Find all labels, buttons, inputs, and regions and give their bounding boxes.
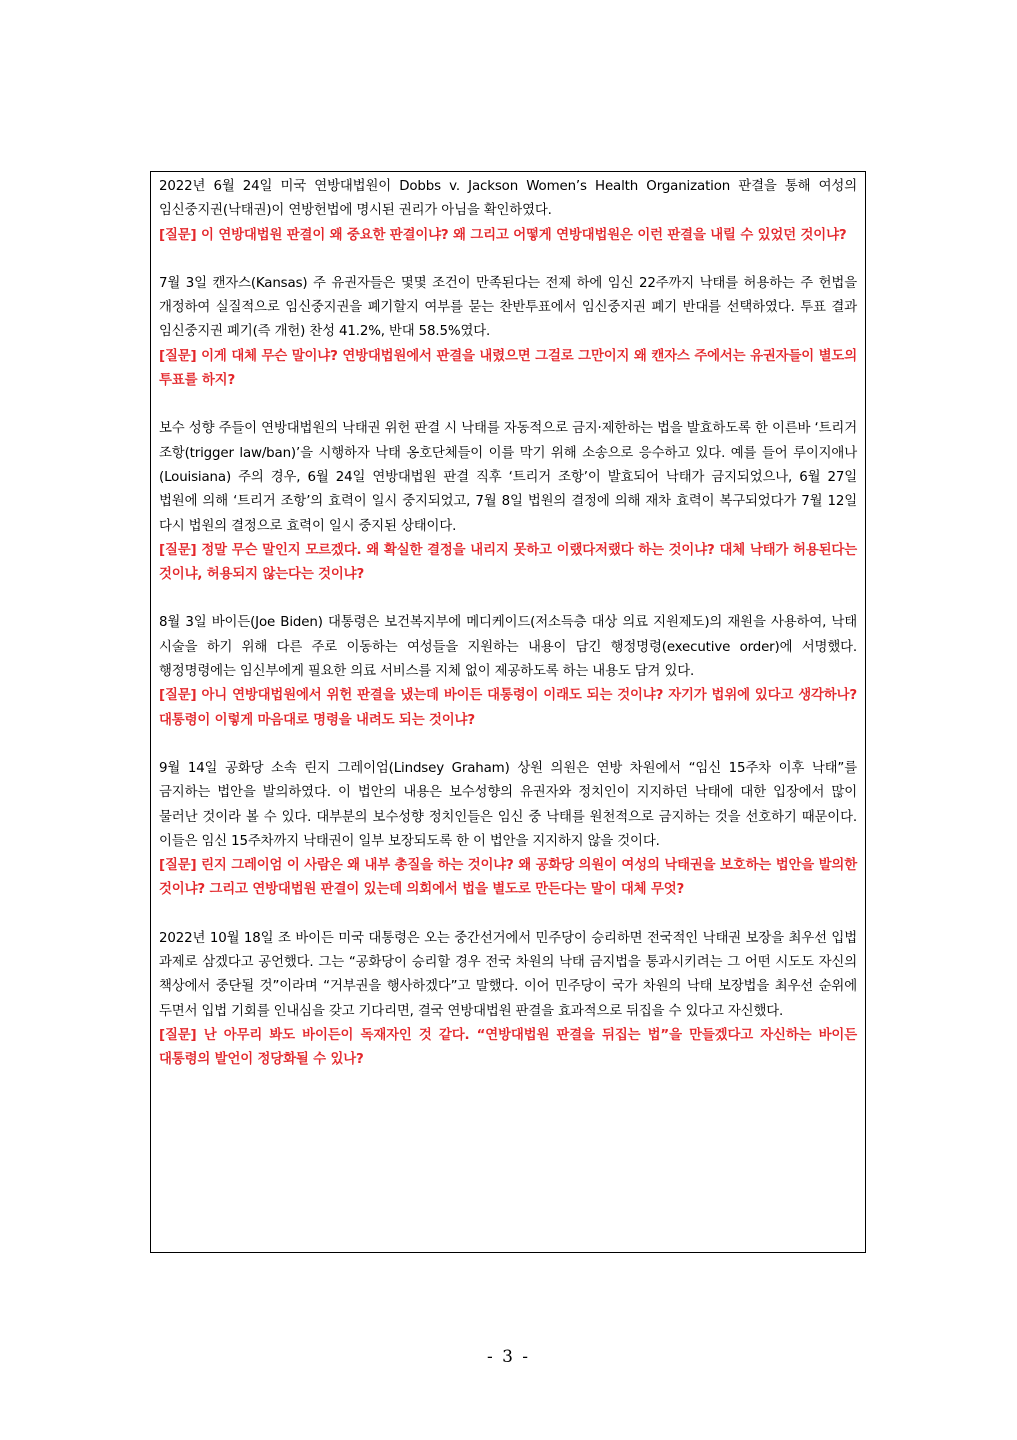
section-biden-pledge bbox=[159, 927, 857, 1073]
paragraph-executive-order: 8월 3일 바이든(Joe Biden) 대통령은 보건복지부에 메디케이드(저소득층 대상 의료 지원제도)의 재원을 사용하여, 낙태 시술을 하기 위해 다른 주로 이동하는 여성들을 지원하는 내용이 담긴 행정명령(executive order)에 서명했다. 행정명령에는 임신부에게 필요한 의료 서비스를 지체 없이 제공하도록 하는 내용도 담겨 있다. bbox=[159, 615, 857, 680]
question-biden-pledge: [질문] 난 아무리 봐도 바이든이 독재자인 것 같다. “연방대법원 판결을 뒤집는 법”을 만들겠다고 자신하는 바이든 대통령의 발언이 정당화될 수 있나? bbox=[159, 1027, 857, 1068]
question-graham-bill: [질문] 린지 그레이엄 이 사람은 왜 내부 총질을 하는 것이냐? 왜 공화당 의원이 여성의 낙태권을 보호하는 법안을 발의한 것이냐? 그리고 연방대법원 판결이 있는데 의회에서 법을 별도로 만든다는 말이 대체 무엇? bbox=[159, 858, 857, 898]
question-kansas-vote: [질문] 이게 대체 무슨 말이냐? 연방대법원에서 판결을 내렸으면 그걸로 그만이지 왜 캔자스 주에서는 유권자들이 별도의 투표를 하지? bbox=[159, 348, 857, 389]
paragraph-kansas-vote: 7월 3일 캔자스(Kansas) 주 유권자들은 몇몇 조건이 만족된다는 전제 하에 임신 22주까지 낙태를 허용하는 주 헌법을 개정하여 실질적으로 임신중지권을 폐기할지 여부를 묻는 찬반투표에서 임신중지권 폐기 반대를 선택하였다. 투표 결과 임신중지권 폐기(즉 개헌) 찬성 41.2%, 반대 58.5%였다. bbox=[159, 275, 857, 340]
section-graham-bill bbox=[159, 757, 857, 903]
section-dobbs-ruling bbox=[159, 175, 857, 248]
paragraph-dobbs-ruling: 2022년 6월 24일 미국 연방대법원이 Dobbs v. Jackson Women’s Health Organization 판결을 통해 여성의 임신중지권(낙태권)이 연방헌법에 명시된 권리가 아님을 확인하였다. bbox=[159, 179, 857, 219]
question-trigger-laws: [질문] 정말 무슨 말인지 모르겠다. 왜 확실한 결정을 내리지 못하고 이랬다저랬다 하는 것이냐? 대체 낙태가 허용된다는 것이냐, 허용되지 않는다는 것이냐? bbox=[159, 542, 857, 583]
question-executive-order: [질문] 아니 연방대법원에서 위헌 판결을 냈는데 바이든 대통령이 이래도 되는 것이냐? 자기가 법위에 있다고 생각하나? 대통령이 이렇게 마음대로 명령을 내려도 되는 것이냐? bbox=[159, 688, 857, 728]
question-dobbs-ruling: [질문] 이 연방대법원 판결이 왜 중요한 판결이냐? 왜 그리고 어떻게 연방대법원은 이런 판결을 내릴 수 있었던 것이냐? bbox=[159, 227, 847, 243]
paragraph-graham-bill: 9월 14일 공화당 소속 린지 그레이엄(Lindsey Graham) 상원 의원은 연방 차원에서 “임신 15주차 이후 낙태”를 금지하는 법안을 발의하였다. 이 법안의 내용은 보수성향의 유권자와 정치인이 지지하던 낙태에 대한 입장에서 많이 물러난 것이라 볼 수 있다. 대부분의 보수성향 정치인들은 임신 중 낙태를 원천적으로 금지하는 것을 선호하기 때문이다. 이들은 임신 15주차까지 낙태권이 일부 보장되도록 한 이 법안을 지지하지 않을 것이다. bbox=[159, 760, 857, 849]
page-number: - 3 - bbox=[486, 1347, 531, 1367]
section-trigger-laws bbox=[159, 417, 857, 587]
section-kansas-vote bbox=[159, 272, 857, 393]
section-executive-order bbox=[159, 611, 857, 732]
paragraph-biden-pledge: 2022년 10월 18일 조 바이든 미국 대통령은 오는 중간선거에서 민주당이 승리하면 전국적인 낙태권 보장을 최우선 입법 과제로 삼겠다고 공언했다. 그는 “공화당이 승리할 경우 전국 차원의 낙태 금지법을 통과시키려는 그 어떤 시도도 자신의 책상에서 중단될 것”이라며 “거부권을 행사하겠다”고 말했다. 이어 민주당이 국가 차원의 낙태 보장법을 최우선 순위에 두면서 입법 기회를 인내심을 갖고 기다리면, 결국 연방대법원 판결을 효과적으로 뒤집을 수 있다고 자신했다. bbox=[159, 930, 857, 1019]
paragraph-trigger-laws: 보수 성향 주들이 연방대법원의 낙태권 위헌 판결 시 낙태를 자동적으로 금지·제한하는 법을 발효하도록 한 이른바 ‘트리거 조항(trigger law/ban)’을 시행하자 낙태 옹호단체들이 이를 막기 위해 소송으로 응수하고 있다. 예를 들어 루이지애나(Louisiana) 주의 경우, 6월 24일 연방대법원 판결 직후 ‘트리거 조항’이 발효되어 낙태가 금지되었으나, 6월 27일 법원에 의해 ‘트리거 조항’의 효력이 일시 중지되었고, 7월 8일 법원의 결정에 의해 재차 효력이 복구되었다가 7월 12일 다시 법원의 결정으로 효력이 일시 중지된 상태이다. bbox=[159, 421, 857, 534]
content-box bbox=[150, 171, 866, 1253]
